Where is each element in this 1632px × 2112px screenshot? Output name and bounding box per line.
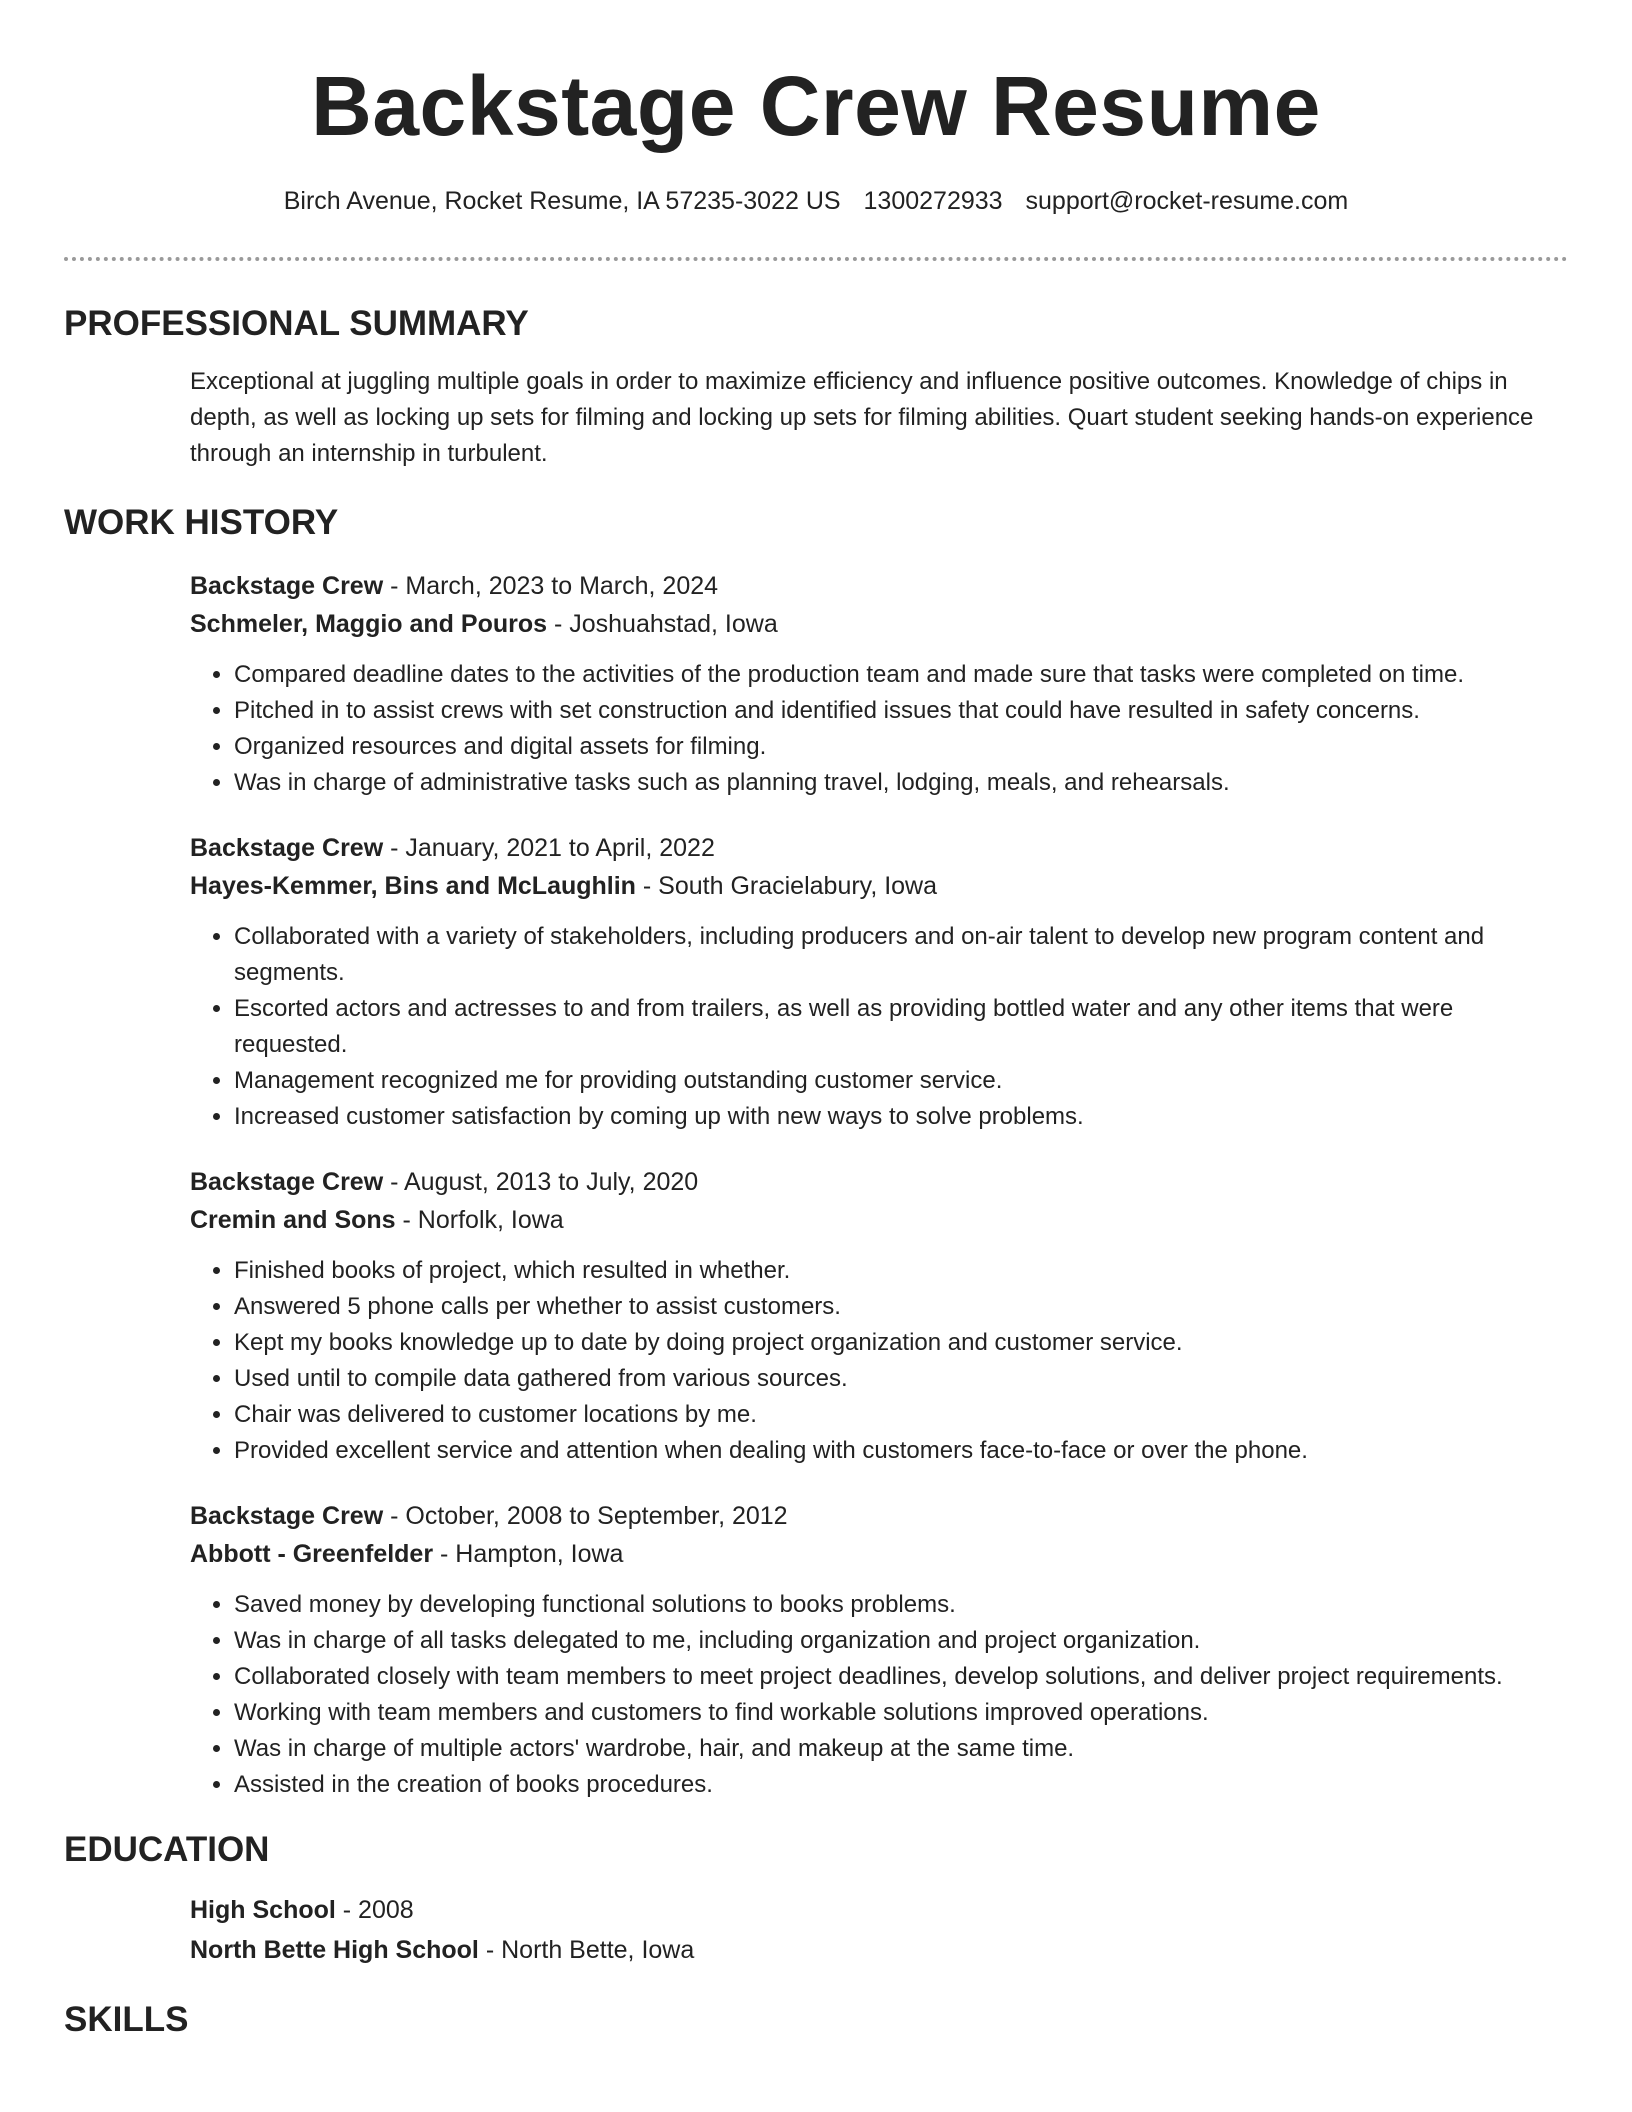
- summary-section: [64, 301, 1568, 472]
- job-bullet: • Collaborated closely with team members to meet project deadlines, develop solutions, and deliver project requirements.: [234, 1659, 1568, 1695]
- education-school: North Bette High School: [190, 1936, 479, 1964]
- job-company-line: [190, 1201, 1568, 1239]
- job-bullets: [190, 1253, 1568, 1469]
- job-bullet: • Was in charge of all tasks delegated to me, including organization and project organization.: [234, 1623, 1568, 1659]
- job-bullet: • Saved money by developing functional solutions to books problems.: [234, 1587, 1568, 1623]
- job-role: Backstage Crew: [190, 572, 384, 600]
- job-entry: [190, 1497, 1568, 1803]
- job-bullet: • Used until to compile data gathered from various sources.: [234, 1361, 1568, 1397]
- job-role: Backstage Crew: [190, 1502, 384, 1530]
- job-bullet: • Assisted in the creation of books procedures.: [234, 1767, 1568, 1803]
- contact-email: support@rocket-resume.com: [1025, 187, 1349, 215]
- education-title: EDUCATION: [64, 1830, 270, 1869]
- work-title: WORK HISTORY: [64, 503, 339, 542]
- job-role-line: [190, 829, 1568, 867]
- job-location: - Hampton, Iowa: [433, 1540, 624, 1568]
- contact-address: Birch Avenue, Rocket Resume, IA 57235-3022 US: [283, 187, 841, 215]
- summary-body: [190, 364, 1568, 472]
- education-year: - 2008: [335, 1896, 414, 1924]
- job-bullet: • Compared deadline dates to the activities of the production team and made sure that tasks were completed on time.: [234, 657, 1568, 693]
- job-location: - South Gracielabury, Iowa: [635, 872, 938, 900]
- job-company-line: [190, 867, 1568, 905]
- job-bullet: • Answered 5 phone calls per whether to assist customers.: [234, 1289, 1568, 1325]
- job-bullet: • Finished books of project, which resulted in whether.: [234, 1253, 1568, 1289]
- job-dates: - October, 2008 to September, 2012: [383, 1502, 788, 1530]
- header-divider: [64, 257, 1568, 261]
- job-dates: - March, 2023 to March, 2024: [383, 572, 719, 600]
- job-location: - Joshuahstad, Iowa: [547, 610, 778, 638]
- job-role-line: [190, 567, 1568, 605]
- job-bullet: • Working with team members and customers to find workable solutions improved operations.: [234, 1695, 1568, 1731]
- resume-title: Backstage Crew Resume: [311, 59, 1321, 153]
- job-company-line: [190, 605, 1568, 643]
- education-body: [190, 1891, 1568, 1969]
- job-role: Backstage Crew: [190, 834, 384, 862]
- job-bullet: • Provided excellent service and attention when dealing with customers face-to-face or over the phone.: [234, 1433, 1568, 1469]
- job-bullet: • Chair was delivered to customer locations by me.: [234, 1397, 1568, 1433]
- job-bullet: • Collaborated with a variety of stakeholders, including producers and on-air talent to develop new program content and segments.: [234, 919, 1568, 991]
- job-dates: - January, 2021 to April, 2022: [383, 834, 715, 862]
- contact-phone: 1300272933: [863, 187, 1003, 215]
- job-company: Hayes-Kemmer, Bins and McLaughlin: [190, 872, 636, 900]
- job-bullet: • Kept my books knowledge up to date by doing project organization and customer service.: [234, 1325, 1568, 1361]
- job-bullet: • Management recognized me for providing outstanding customer service.: [234, 1063, 1568, 1099]
- job-entry: [190, 1163, 1568, 1469]
- job-location: - Norfolk, Iowa: [395, 1206, 564, 1234]
- job-entry: [190, 567, 1568, 801]
- job-bullet: • Was in charge of multiple actors' wardrobe, hair, and makeup at the same time.: [234, 1731, 1568, 1767]
- job-entry: [190, 829, 1568, 1135]
- education-degree-line: [190, 1891, 1568, 1929]
- job-bullet: • Pitched in to assist crews with set construction and identified issues that could have resulted in safety concerns.: [234, 693, 1568, 729]
- resume-header: [0, 0, 1632, 218]
- education-location: - North Bette, Iowa: [478, 1936, 695, 1964]
- job-bullet: • Organized resources and digital assets for filming.: [234, 729, 1568, 765]
- summary-title: PROFESSIONAL SUMMARY: [64, 304, 529, 343]
- job-bullets: [190, 657, 1568, 801]
- job-company: Abbott - Greenfelder: [190, 1540, 434, 1568]
- job-company: Cremin and Sons: [190, 1206, 396, 1234]
- skills-title: SKILLS: [64, 2000, 189, 2039]
- work-body: [190, 567, 1568, 1803]
- job-company-line: [190, 1535, 1568, 1573]
- education-degree: High School: [190, 1896, 336, 1924]
- education-school-line: [190, 1931, 1568, 1969]
- job-bullet: • Increased customer satisfaction by coming up with new ways to solve problems.: [234, 1099, 1568, 1135]
- work-section: [64, 500, 1568, 1803]
- job-bullet: • Escorted actors and actresses to and from trailers, as well as providing bottled water and any other items that were requested.: [234, 991, 1568, 1063]
- summary-text: Exceptional at juggling multiple goals in order to maximize efficiency and influence positive outcomes. Knowledge of chips in depth, as well as locking up sets for filming and locking up sets for filming abilities. Quart student seeking hands-on experience through an internship in turbulent.: [190, 368, 1534, 467]
- job-bullets: [190, 1587, 1568, 1803]
- contact-line: [0, 184, 1632, 218]
- job-role-line: [190, 1163, 1568, 1201]
- job-role-line: [190, 1497, 1568, 1535]
- job-dates: - August, 2013 to July, 2020: [383, 1168, 699, 1196]
- job-company: Schmeler, Maggio and Pouros: [190, 610, 548, 638]
- job-role: Backstage Crew: [190, 1168, 384, 1196]
- skills-section: [64, 1997, 1568, 2043]
- job-bullet: • Was in charge of administrative tasks such as planning travel, lodging, meals, and rehearsals.: [234, 765, 1568, 801]
- education-section: [64, 1827, 1568, 1969]
- job-bullets: [190, 919, 1568, 1135]
